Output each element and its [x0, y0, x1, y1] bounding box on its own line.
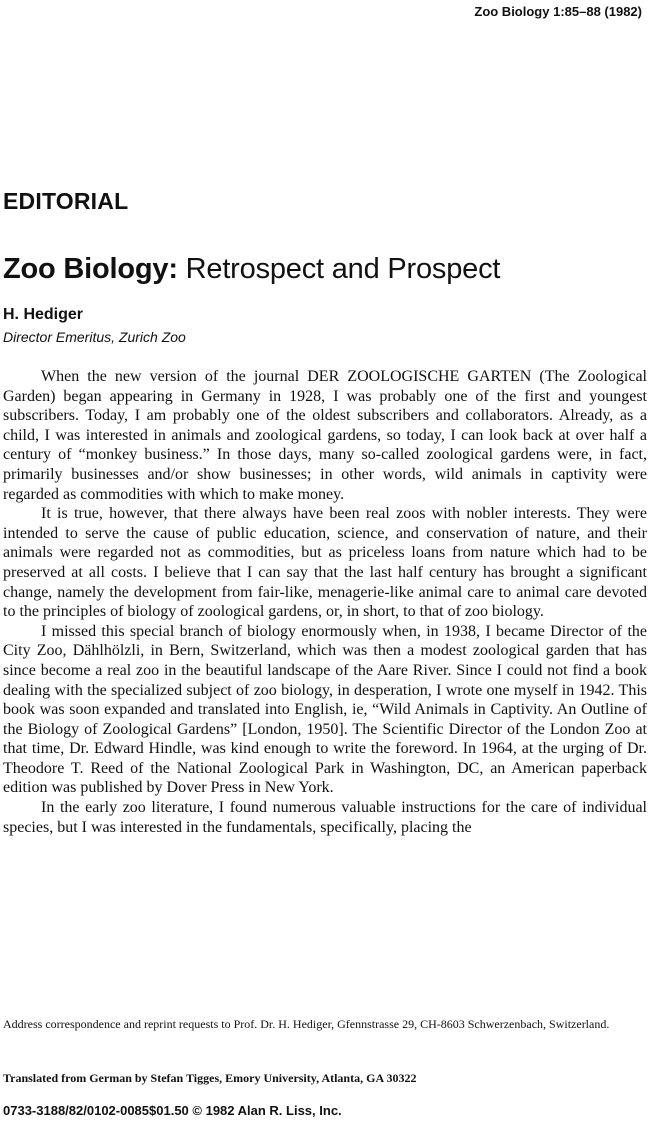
- translation-note: Translated from German by Stefan Tigges, Emory University, Atlanta, GA 30322: [3, 1071, 417, 1085]
- author-name: H. Hediger: [3, 306, 84, 323]
- copyright-line: 0733-3188/82/0102-0085$01.50 © 1982 Alan R. Liss, Inc.: [3, 1103, 342, 1118]
- journal-reference: Zoo Biology 1:85–88 (1982): [474, 4, 642, 19]
- article-title-bold: Zoo Biology:: [3, 253, 178, 285]
- body-paragraph: I missed this special branch of biology enormously when, in 1938, I became Director of the City Zoo, Dählhölzli, in Bern, Switzerland, which was then a modest zoological garden that has since become a real zoo in the beautiful landscape of the Aare River. Since I could not find a book dealing with the specialized subject of zoo biology, in desperation, I wrote one myself in 1942. This book was soon expanded and translated into English, ie, “Wild Animals in Captivity. An Outline of the Biology of Zoological Gardens” [London, 1950]. The Scientific Director of the London Zoo at that time, Dr. Edward Hindle, was kind enough to write the foreword. In 1964, at the urging of Dr. Theodore T. Reed of the National Zoological Park in Washington, DC, an American paperback edition was published by Dover Press in New York.: [3, 622, 647, 797]
- body-paragraph: It is true, however, that there always have been real zoos with nobler interests. They were intended to serve the cause of public education, science, and conservation of nature, and their animals were regarded not as commodities, but as priceless loans from nature which had to be preserved at all costs. I believe that I can say that the last half century has brought a significant change, namely the development from fair-like, menagerie-like animal care to animal care devoted to the principles of biology of zoological gardens, or, in short, to that of zoo biology.: [3, 505, 647, 621]
- author-affiliation: Director Emeritus, Zurich Zoo: [3, 329, 186, 345]
- article-title-rest: Retrospect and Prospect: [177, 253, 501, 285]
- section-heading: EDITORIAL: [3, 188, 129, 214]
- correspondence-note: Address correspondence and reprint requests to Prof. Dr. H. Hediger, Gfennstrasse 29, CH-8603 Schwerzenbach, Switzerland.: [3, 1017, 610, 1031]
- body-paragraph: In the early zoo literature, I found numerous valuable instructions for the care of individual species, but I was interested in the fundamentals, specifically, placing the: [3, 799, 647, 836]
- article-body: [3, 367, 647, 837]
- article-title: [3, 253, 643, 286]
- body-paragraph: When the new version of the journal DER ZOOLOGISCHE GARTEN (The Zoological Garden) began appearing in Germany in 1928, I was probably one of the first and youngest subscribers. Today, I am probably one of the oldest subscribers and collaborators. Already, as a child, I was interested in animals and zoological gardens, so today, I can look back at over half a century of “monkey business.” In those days, many so-called zoological gardens were, in fact, primarily businesses and/or show businesses; in other words, wild animals in captivity were regarded as commodities with which to make money.: [3, 368, 647, 503]
